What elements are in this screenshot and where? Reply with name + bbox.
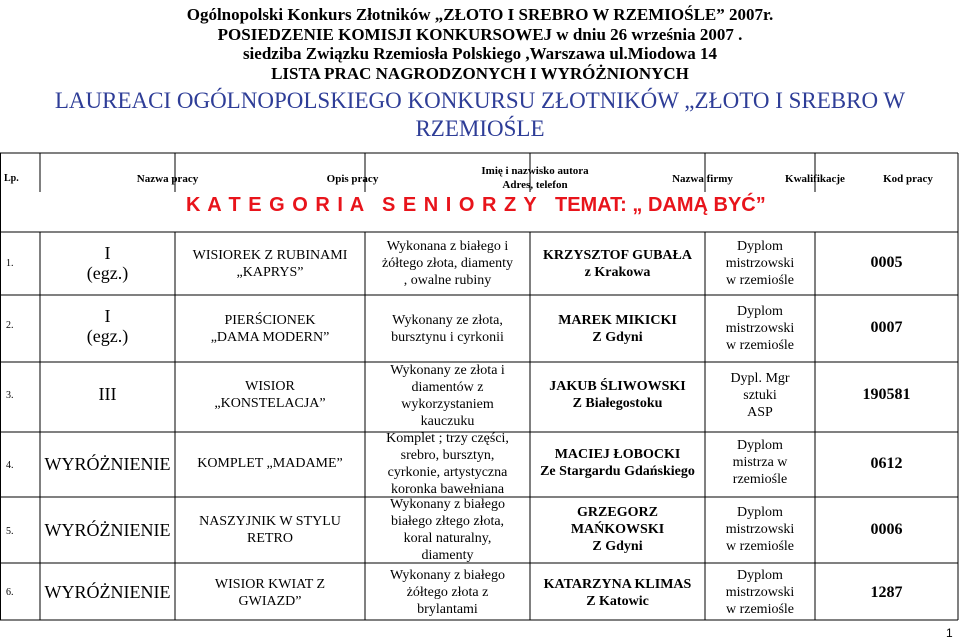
row-4-name: KOMPLET „MADAME” <box>197 456 343 471</box>
row-6-prize: WYRÓŻNIENIE <box>44 582 171 602</box>
row-6-lp: 6. <box>6 587 14 598</box>
row-5-lp: 5. <box>6 526 14 537</box>
row-4-qualifications: Dyplom mistrza w rzemiośle <box>732 438 788 487</box>
row-2-name: PIERŚCIONEK „DAMA MODERN” <box>210 313 330 345</box>
row-4-description: Komplet ; trzy części, srebro, bursztyn, cyrkonie, artystyczna koronka bawełniana <box>386 431 509 497</box>
category-value: S E N I O R Z Y <box>382 194 538 216</box>
row-6-author: KATARZYNA KLIMAS Z Katowic <box>543 577 692 609</box>
row-1-code: 0005 <box>870 254 903 271</box>
row-5-prize: WYRÓŻNIENIE <box>44 520 171 540</box>
row-3-description: Wykonany ze złota i diamentów z wykorzystaniem kauczuku <box>390 363 505 429</box>
row-4-code: 0612 <box>870 455 903 472</box>
laureates-title-line-2: RZEMIOŚLE <box>415 116 545 141</box>
col-name: Nazwa pracy <box>136 173 199 185</box>
header-line-2: POSIEDZENIE KOMISJI KONKURSOWEJ w dniu 26 września 2007 . <box>217 25 743 44</box>
row-3-name: WISIOR „KONSTELACJA” <box>214 379 326 411</box>
col-code: Kod pracy <box>883 173 933 185</box>
row-6-name: WISIOR KWIAT Z GWIAZD” <box>214 577 326 609</box>
header-line-1: Ogólnopolski Konkurs Złotników „ZŁOTO I SREBRO W RZEMIOŚLE” 2007r. <box>186 5 774 24</box>
row-5-name: NASZYJNIK W STYLU RETRO <box>199 514 341 546</box>
row-6-qualifications: Dyplom mistrzowski w rzemiośle <box>725 568 795 617</box>
row-1-prize: I (egz.) <box>86 243 129 283</box>
col-author-line-1: Imię i nazwisko autora <box>481 165 589 177</box>
laureates-title-line-1: LAUREACI OGÓLNOPOLSKIEGO KONKURSU ZŁOTNIKÓW „ZŁOTO I SREBRO W <box>54 88 906 113</box>
col-description: Opis pracy <box>326 173 379 185</box>
row-6-description: Wykonany z białego żółtego złota z brylantami <box>389 568 505 617</box>
row-5-description: Wykonany z białego białego złtego złota, koral naturalny, diamenty <box>389 497 505 563</box>
row-3-author: JAKUB ŚLIWOWSKI Z Białegostoku <box>549 379 686 411</box>
col-author-line-2: Adres, telefon <box>502 179 568 191</box>
row-3-prize: III <box>98 384 117 404</box>
header-line-3: siedziba Związku Rzemiosła Polskiego ,Warszawa ul.Miodowa 14 <box>242 44 718 63</box>
row-2-qualifications: Dyplom mistrzowski w rzemiośle <box>725 304 795 353</box>
row-1-lp: 1. <box>6 258 14 269</box>
row-5-qualifications: Dyplom mistrzowski w rzemiośle <box>725 505 795 554</box>
header-line-4: LISTA PRAC NAGRODZONYCH I WYRÓŻNIONYCH <box>271 64 689 83</box>
col-lp: Lp. <box>4 173 19 184</box>
row-1-description: Wykonana z białego i żółtego złota, diamenty , owalne rubiny <box>381 239 513 288</box>
row-4-lp: 4. <box>6 460 14 471</box>
row-4-prize: WYRÓŻNIENIE <box>44 454 171 474</box>
col-qualifications: Kwalifikacje <box>785 173 845 185</box>
row-3-code: 190581 <box>862 386 911 403</box>
row-2-author: MAREK MIKICKI Z Gdyni <box>558 313 677 345</box>
category-label: K A T E G O R I A <box>186 194 366 216</box>
page-number: 1 <box>946 626 953 640</box>
row-3-qualifications: Dypl. Mgr sztuki ASP <box>730 371 790 420</box>
row-1-qualifications: Dyplom mistrzowski w rzemiośle <box>725 239 795 288</box>
row-2-description: Wykonany ze złota, bursztynu i cyrkonii <box>391 313 504 345</box>
row-5-author: GRZEGORZ MAŃKOWSKI Z Gdyni <box>570 505 665 554</box>
category-theme: TEMAT: „ DAMĄ BYĆ” <box>555 194 766 216</box>
row-6-code: 1287 <box>870 584 903 601</box>
row-1-author: KRZYSZTOF GUBAŁA z Krakowa <box>543 248 692 280</box>
col-firm: Nazwa firmy <box>672 173 733 185</box>
row-1-name: WISIOREK Z RUBINAMI „KAPRYS” <box>192 248 348 280</box>
row-4-author: MACIEJ ŁOBOCKI Ze Stargardu Gdańskiego <box>540 447 695 479</box>
row-2-lp: 2. <box>6 320 14 331</box>
row-3-lp: 3. <box>6 390 14 401</box>
row-5-code: 0006 <box>870 521 903 538</box>
row-2-prize: I (egz.) <box>86 306 129 346</box>
row-2-code: 0007 <box>870 319 903 336</box>
